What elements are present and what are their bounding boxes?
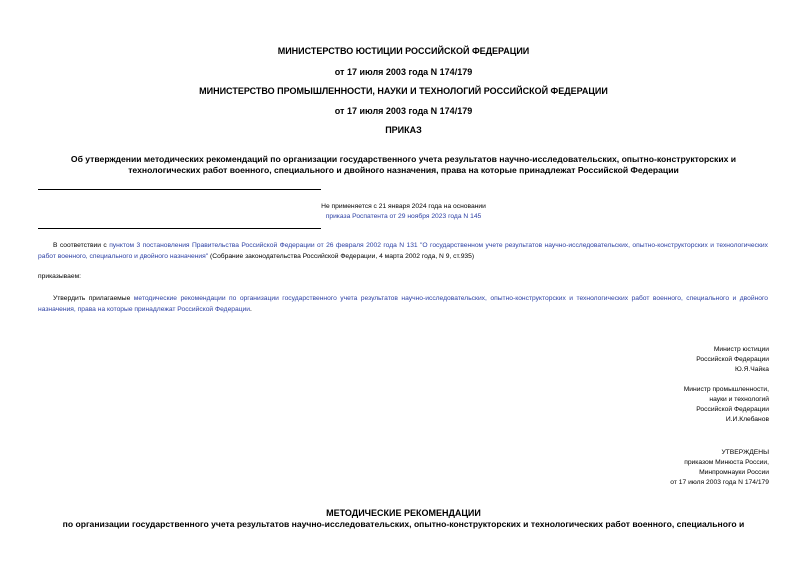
approved-line: УТВЕРЖДЕНЫ bbox=[721, 449, 769, 456]
approval-suffix: . bbox=[250, 306, 252, 313]
recommendations-title: МЕТОДИЧЕСКИЕ РЕКОМЕНДАЦИИ bbox=[326, 508, 481, 518]
methodical-recommendations-link[interactable]: методические рекомендации по организации государственного учета результатов научно-исследовательских, опытно-конструкторских и технологических работ военного, специального и двойного назначения, права на которые принадлежат Российской Федерации bbox=[38, 295, 769, 313]
document-type-heading: ПРИКАЗ bbox=[385, 125, 422, 135]
approved-block bbox=[509, 448, 769, 488]
signature-justice-minister bbox=[509, 345, 769, 375]
document-subject-line-1: Об утверждении методических рекомендаций по организации государственного учета результатов научно-исследовательских, опытно-конструкторских и bbox=[70, 154, 737, 164]
approval-paragraph bbox=[38, 293, 768, 315]
status-notice-link-row bbox=[0, 212, 807, 222]
signature-industry-minister bbox=[509, 385, 769, 425]
ministry-justice-heading: МИНИСТЕРСТВО ЮСТИЦИИ РОССИЙСКОЙ ФЕДЕРАЦИИ bbox=[277, 46, 530, 56]
approval-prefix: Утвердить прилагаемые bbox=[53, 295, 134, 302]
signature-line: науки и технологий bbox=[709, 396, 769, 403]
preamble-paragraph bbox=[38, 240, 768, 262]
order-word: приказываем: bbox=[38, 273, 82, 280]
order-date-2: от 17 июля 2003 года N 174/179 bbox=[334, 106, 473, 116]
approved-line: приказом Минюста России, bbox=[684, 459, 769, 466]
divider-bottom bbox=[38, 228, 321, 229]
approved-line: от 17 июля 2003 года N 174/179 bbox=[670, 479, 769, 486]
status-notice: Не применяется с 21 января 2024 года на основании bbox=[321, 203, 486, 210]
preamble-suffix: (Собрание законодательства Российской Федерации, 4 марта 2002 года, N 9, ст.935) bbox=[208, 253, 475, 260]
ministry-industry-heading: МИНИСТЕРСТВО ПРОМЫШЛЕННОСТИ, НАУКИ И ТЕХНОЛОГИЙ РОССИЙСКОЙ ФЕДЕРАЦИИ bbox=[199, 86, 608, 96]
signature-line: Российской Федерации bbox=[696, 356, 769, 363]
divider-top bbox=[38, 189, 321, 190]
signature-line: Министр промышленности, bbox=[683, 386, 769, 393]
approved-line: Минпромнауки России bbox=[699, 469, 769, 476]
order-date-1: от 17 июля 2003 года N 174/179 bbox=[334, 67, 473, 77]
signature-line: Министр юстиции bbox=[713, 346, 769, 353]
government-decree-link[interactable]: пунктом 3 постановления Правительства Российской Федерации от 26 февраля 2002 года N 131 "О государственном учете результатов научно-исследовательских, опытно-конструкторских и технологических работ военного, специального и двойного назначения" bbox=[38, 242, 768, 260]
document-subject-line-2: технологических работ военного, специального и двойного назначения, права на которые принадлежат Российской Федерации bbox=[128, 165, 679, 175]
signature-line: Ю.Я.Чайка bbox=[734, 366, 769, 373]
signature-line: Российской Федерации bbox=[696, 406, 769, 413]
repeal-order-link[interactable]: приказа Роспатента от 29 ноября 2023 года N 145 bbox=[325, 213, 482, 220]
preamble-prefix: В соответствии с bbox=[53, 242, 110, 249]
signature-line: И.И.Клебанов bbox=[725, 416, 769, 423]
recommendations-subtitle: по организации государственного учета результатов научно-исследовательских, опытно-конструкторских и технологических работ военного, специального и bbox=[62, 519, 745, 529]
